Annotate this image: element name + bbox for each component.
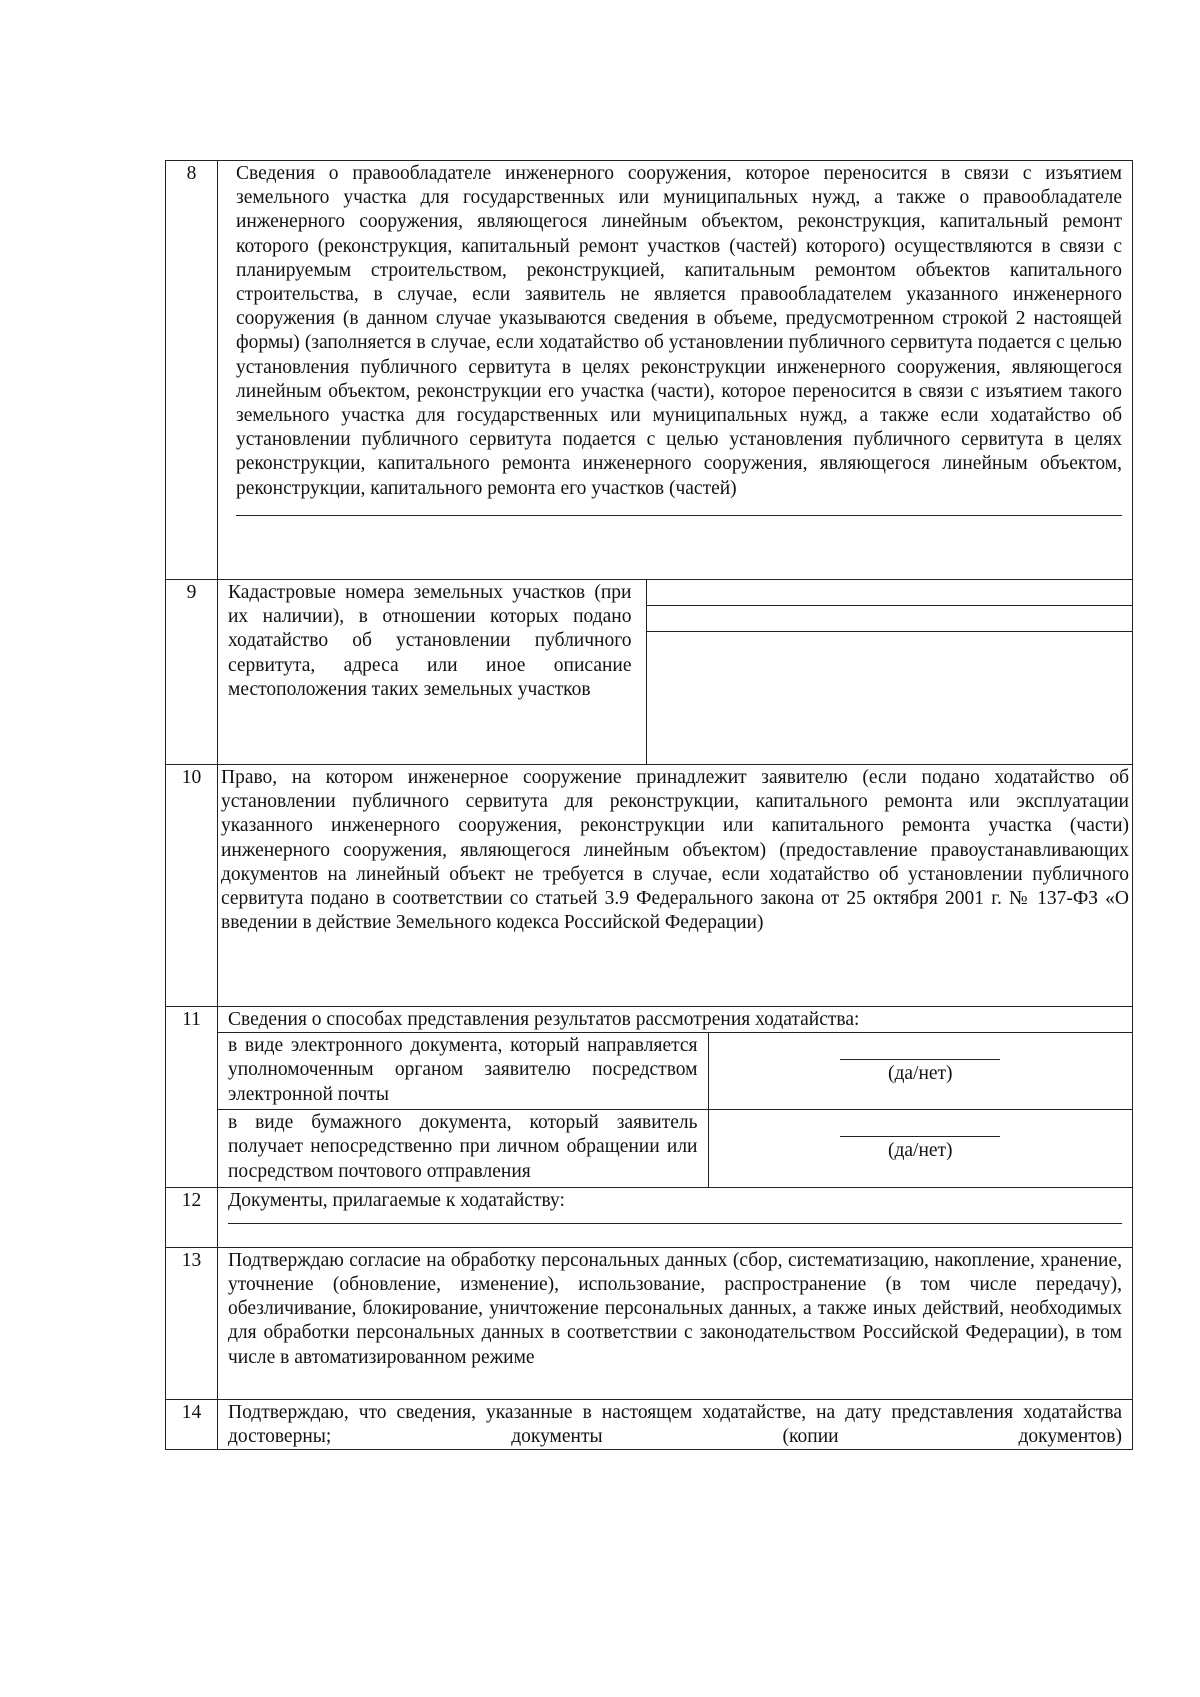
option-electronic bbox=[218, 1033, 1132, 1110]
row-10 bbox=[166, 765, 1133, 1007]
row-number: 13 bbox=[166, 1247, 218, 1399]
row-11-options bbox=[218, 1032, 1132, 1187]
option-paper-answer[interactable] bbox=[708, 1110, 1132, 1187]
yes-no-hint: (да/нет) bbox=[887, 1063, 953, 1085]
row-12-fill-line[interactable] bbox=[228, 1223, 1122, 1224]
row-11-heading: Сведения о способах представления результатов рассмотрения ходатайства: bbox=[228, 1009, 860, 1030]
row-11 bbox=[166, 1007, 1133, 1188]
row-14 bbox=[166, 1399, 1133, 1449]
row-8-cell bbox=[218, 161, 1133, 580]
row-8-fill-line[interactable] bbox=[236, 515, 1122, 516]
row-14-text: Подтверждаю, что сведения, указанные в настоящем ходатайстве, на дату представления ходатайства достоверны; документы (копии документов) bbox=[218, 1399, 1133, 1449]
row-number: 11 bbox=[166, 1007, 218, 1188]
option-electronic-text: в виде электронного документа, который направляется уполномоченным органом заявителю посредством электронной почты bbox=[218, 1033, 708, 1110]
row-11-cell bbox=[218, 1007, 1133, 1188]
row-12-cell bbox=[218, 1187, 1133, 1247]
row-9-cell bbox=[218, 580, 1133, 765]
cadastral-line-2[interactable] bbox=[647, 606, 1133, 632]
row-number: 12 bbox=[166, 1187, 218, 1247]
row-number: 9 bbox=[166, 580, 218, 765]
row-12-text: Документы, прилагаемые к ходатайству: bbox=[228, 1189, 565, 1211]
row-number: 10 bbox=[166, 765, 218, 1007]
row-8-text: Сведения о правообладателе инженерного сооружения, которое переносится в связи с изъятием земельного участка для государственных или муниципальных нужд, а также о правообладателе инженерного сооружения, являющегося линейным объектом, реконструкция, капитальный ремонт которого (реконструкция, капитальный ремонт участков (частей) которого) осуществляются в связи с планируемым строительством, реконструкцией, капитальным ремонтом объектов капитального строительства, в случае, если заявитель не является правообладателем указанного инженерного сооружения (в данном случае указываются сведения в объеме, предусмотренном строкой 2 настоящей формы) (заполняется в случае, если ходатайство об установлении публичного сервитута подается с целью установления публичного сервитута в целях реконструкции инженерного сооружения, являющегося линейным объектом, реконструкции его участка (части), которое переносится в связи с изъятием такого земельного участка для государственных или муниципальных нужд, а также если ходатайство об установлении публичного сервитута подается с целью установления публичного сервитута в целях реконструкции, капитального ремонта инженерного сооружения, являющегося линейным объектом, реконструкции, капитального ремонта его участков (частей) bbox=[236, 163, 1122, 499]
row-9-label: Кадастровые номера земельных участков (при их наличии), в отношении которых подано ходатайство об установлении публичного сервитута, адреса или иное описание местоположения таких земельных участков bbox=[218, 580, 646, 764]
row-9-inner bbox=[218, 580, 1132, 764]
cadastral-line-1[interactable] bbox=[647, 580, 1133, 606]
answer-line bbox=[840, 1136, 1000, 1137]
option-electronic-answer[interactable] bbox=[708, 1033, 1132, 1110]
yes-no-hint: (да/нет) bbox=[887, 1140, 953, 1162]
answer-line bbox=[840, 1059, 1000, 1060]
row-8 bbox=[166, 161, 1133, 580]
row-number: 14 bbox=[166, 1399, 218, 1449]
row-12 bbox=[166, 1187, 1133, 1247]
row-13-text: Подтверждаю согласие на обработку персональных данных (сбор, систематизацию, накопление, хранение, уточнение (обновление, изменение), использование, распространение (в том числе передачу), обезличивание, блокирование, уничтожение персональных данных, а также иных действий, необходимых для обработки персональных данных в соответствии с законодательством Российской Федерации), в том числе в автоматизированном режиме bbox=[218, 1247, 1133, 1399]
row-10-text: Право, на котором инженерное сооружение принадлежит заявителю (если подано ходатайство об установлении публичного сервитута для реконструкции, капитального ремонта или эксплуатации указанного инженерного сооружения, реконструкции или капитального ремонта участка (части) инженерного сооружения, являющегося линейным объектом) (предоставление правоустанавливающих документов на линейный объект не требуется в случае, если ходатайство об установлении публичного сервитута подано в соответствии со статьей 3.9 Федерального закона от 25 октября 2001 г. № 137-ФЗ «О введении в действие Земельного кодекса Российской Федерации) bbox=[218, 765, 1133, 1007]
option-paper-text: в виде бумажного документа, который заявитель получает непосредственно при личном обращении или посредством почтового отправления bbox=[218, 1110, 708, 1187]
option-paper bbox=[218, 1110, 1132, 1187]
row-number: 8 bbox=[166, 161, 218, 580]
row-9-value-area bbox=[646, 580, 1132, 764]
row-9 bbox=[166, 580, 1133, 765]
row-13 bbox=[166, 1247, 1133, 1399]
form-table bbox=[165, 160, 1133, 1450]
